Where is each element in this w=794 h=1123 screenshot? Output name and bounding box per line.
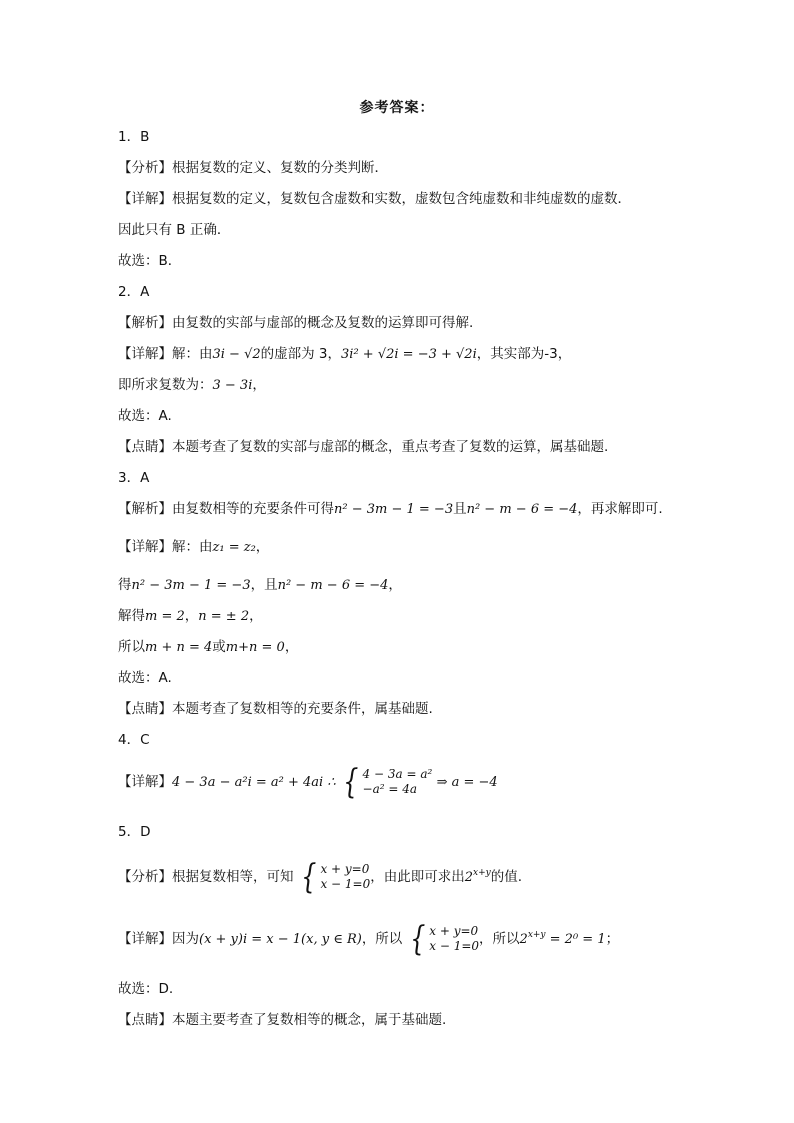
equation: x − 1=0: [429, 939, 480, 953]
text: ，: [388, 577, 402, 593]
text-line: 2．A: [118, 284, 150, 300]
text: 【详解】因为: [118, 931, 199, 947]
text: ，: [284, 639, 299, 655]
q5-detail-line: [118, 919, 620, 959]
text-line: 故选：A.: [118, 670, 172, 686]
equation: 4 − 3a = a²: [362, 767, 433, 781]
text: 的虚部为 3，: [260, 346, 342, 362]
text: ，由此即可求出: [370, 869, 465, 885]
formula: z₁ = z₂: [212, 540, 256, 555]
text: 得: [118, 577, 132, 593]
formula: n² − 3m − 1 = −3: [131, 578, 251, 593]
text: ，其实部为-3，: [476, 346, 572, 362]
q3-solve-line: [118, 606, 263, 627]
text-line: 故选：D.: [118, 981, 174, 997]
text: ，所以: [479, 931, 520, 947]
text: ，: [249, 608, 263, 624]
text: ，: [255, 539, 270, 555]
q4-detail-line: [118, 762, 498, 802]
text-line: 5．D: [118, 824, 151, 840]
q3-step-line: [118, 575, 402, 596]
text: ；: [605, 931, 620, 947]
formula: m = 2: [145, 609, 185, 624]
formula: 2: [464, 870, 473, 885]
text: 的值.: [490, 869, 522, 885]
text-line: 【点睛】本题考查了复数的实部与虚部的概念，重点考查了复数的运算，属基础题.: [118, 439, 609, 455]
q3-analysis-line: [118, 499, 663, 520]
text: 【详解】解：由: [118, 539, 213, 555]
text: 所以: [118, 639, 145, 655]
exponent: x+y: [473, 868, 491, 878]
text: 即所求复数为：: [118, 377, 213, 393]
text: ，: [252, 377, 266, 393]
formula: 2: [519, 932, 528, 947]
text: 且: [453, 501, 467, 517]
text: 或: [212, 639, 226, 655]
formula: = 2⁰ = 1: [545, 932, 606, 947]
equation: x + y=0: [320, 862, 370, 876]
formula: n² − m − 6 = −4: [466, 502, 578, 517]
equation-system: [298, 857, 371, 897]
formula: 3i − √2: [212, 347, 261, 362]
text-line: 因此只有 B 正确．: [118, 222, 231, 238]
formula: m + n = 4: [145, 640, 213, 655]
formula: n = ± 2: [198, 609, 250, 624]
formula: ⇒ a = −4: [436, 775, 498, 790]
text: 【解析】由复数相等的充要条件可得: [118, 501, 334, 517]
left-brace-icon: {: [301, 857, 317, 897]
page-title: 参考答案：: [359, 100, 435, 116]
text: ，且: [250, 577, 278, 593]
exponent: x+y: [527, 930, 546, 940]
formula: n² − m − 6 = −4: [277, 578, 389, 593]
text-line: 【点睛】本题主要考查了复数相等的概念，属于基础题.: [118, 1012, 447, 1028]
text: ，再求解即可.: [577, 501, 663, 517]
text-line: 【解析】由复数的实部与虚部的概念及复数的运算即可得解.: [118, 315, 474, 331]
q2-result-line: [118, 375, 266, 396]
formula: 3 − 3i: [212, 378, 253, 393]
formula: n² − 3m − 1 = −3: [334, 502, 454, 517]
q2-detail-line: [118, 344, 571, 365]
left-brace-icon: {: [343, 762, 359, 802]
equation-system: [407, 919, 480, 959]
equation-system: [340, 762, 433, 802]
text-line: 1．B: [118, 129, 150, 145]
q5-analysis-line: [118, 857, 522, 897]
text: 【分析】根据复数相等，可知: [118, 869, 294, 885]
q3-sum-line: [118, 637, 298, 658]
formula: (x + y)i = x − 1(x, y ∈ R): [199, 932, 362, 947]
text-line: 【详解】根据复数的定义，复数包含虚数和实数，虚数包含纯虚数和非纯虚数的虚数．: [118, 191, 631, 207]
text: 解得: [118, 608, 145, 624]
equation: −a² = 4a: [362, 782, 418, 796]
text-line: 故选：A.: [118, 408, 172, 424]
text-line: 4．C: [118, 732, 150, 748]
equation: x + y=0: [429, 924, 479, 938]
text-line: 3．A: [118, 470, 150, 486]
text-line: 故选：B．: [118, 253, 182, 269]
text: ，所以: [361, 931, 403, 947]
text-line: 【点睛】本题考查了复数相等的充要条件，属基础题.: [118, 701, 433, 717]
formula: 4 − 3a − a²i = a² + 4ai ∴: [172, 775, 336, 790]
text: ，: [184, 608, 199, 624]
left-brace-icon: {: [409, 919, 426, 959]
text: 【详解】解：由: [118, 346, 213, 362]
equation: x − 1=0: [320, 877, 371, 891]
q3-detail-line: [118, 537, 269, 558]
text: 【详解】: [118, 774, 172, 790]
formula: 3i² + √2i = −3 + √2i: [341, 347, 477, 362]
text-line: 【分析】根据复数的定义、复数的分类判断．: [118, 160, 388, 176]
formula: m+n = 0: [225, 640, 285, 655]
